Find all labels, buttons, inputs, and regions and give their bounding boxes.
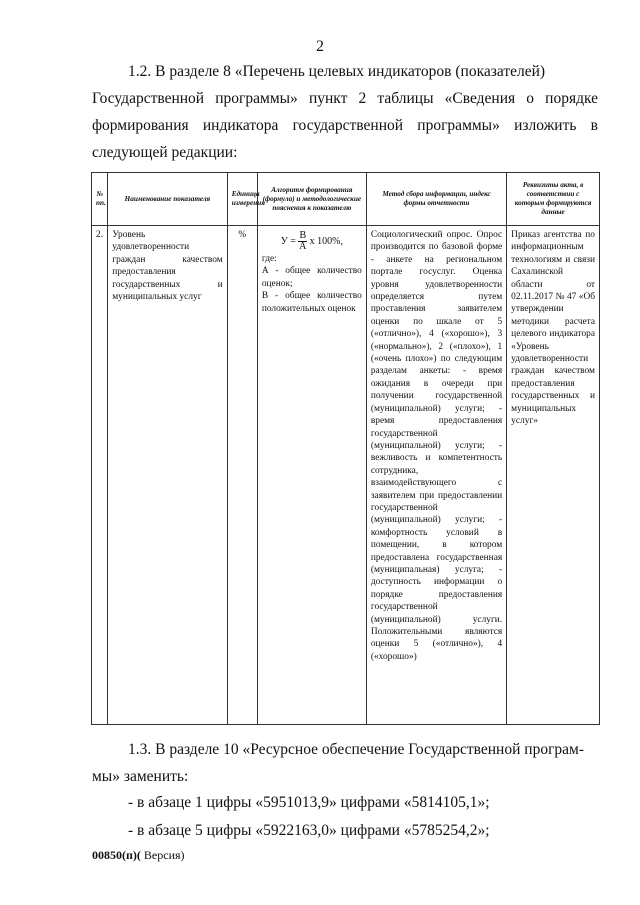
header-unit: Единица измерения <box>227 173 257 226</box>
cell-requisites: Приказ агентства по информационным технологиям и связи Сахалинской области от 02.11.2017 № 47 «Об утверждении методики расчета целевого индикатора «Уровень удовлетворенности граждан качеством предоставления государственных и муниципальных услуг» <box>507 226 600 725</box>
header-algorithm: Алгоритм формирования (формула) и методологические пояснения к показателю <box>257 173 366 226</box>
formula-fraction <box>298 231 307 252</box>
definition-a: А - общее количество оценок; <box>261 266 362 289</box>
formula-rhs: х 100%, <box>309 235 343 247</box>
header-number: № пп. <box>92 173 108 226</box>
header-method: Метод сбора информации, индекс формы отчетности <box>366 173 506 226</box>
list-item: - в абзаце 1 цифры «5951013,9» цифрами «5814105,1»; <box>128 794 490 811</box>
paragraph-1-3-text: мы» заменить: <box>92 768 189 785</box>
table-header-row <box>92 173 600 226</box>
formula <box>262 231 362 252</box>
paragraph-1-2-first-line: 1.2. В разделе 8 «Перечень целевых индикаторов (показателей) <box>128 63 546 80</box>
definition-b: В - общее количество положительных оценок <box>261 291 362 314</box>
formula-numerator: В <box>299 230 307 241</box>
cell-indicator-name: Уровень удовлетворенности граждан качеством предоставления государственных и муниципальных услуг <box>108 226 227 725</box>
paragraph-1-3 <box>92 736 598 790</box>
table-row <box>92 226 600 725</box>
paragraph-1-3-first-line: 1.3. В разделе 10 «Ресурсное обеспечение Государственной програм- <box>128 741 585 758</box>
header-requisites: Реквизиты акта, в соответствии с которым формируются данные <box>507 173 600 226</box>
document-code-number: 00850(п)( <box>92 848 141 862</box>
list-item: - в абзаце 5 цифры «5922163,0» цифрами «5785254,2»; <box>128 822 490 839</box>
document-version: Версия) <box>140 848 185 862</box>
cell-algorithm <box>257 226 366 725</box>
formula-lhs: У = <box>280 235 296 247</box>
page-number: 2 <box>316 38 324 55</box>
paragraph-1-2 <box>92 58 598 166</box>
cell-number: 2. <box>92 226 108 725</box>
cell-method: Социологический опрос. Опрос производится по базовой форме - анкете на региональном портале госуслуг. Оценка уровня удовлетворенности определяется путем проставления заявителем оценки по шкале от 5 («отлично»), 4 («хорошо»), 3 («нормально»), 2 («плохо»), 1 («очень плохо») по следующим разделам анкеты: - время ожидания в очереди при получении государственной (муниципальной) услуги; - время предоставления государственной (муниципальной) услуги; - вежливость и компетентность сотрудника, взаимодействующего с заявителем при предоставлении государственной (муниципальной) услуги; - комфортность условий в помещении, в котором предоставлена государственная (муниципальная) услуга; - доступность информации о порядке предоставления государственной (муниципальной) услуги. Положительными являются оценки 5 («отлично»), 4 («хорошо») <box>366 226 506 725</box>
indicator-table <box>91 172 600 725</box>
document-code <box>92 848 185 863</box>
formula-denominator: А <box>299 241 307 252</box>
header-indicator-name: Наименование показателя <box>108 173 227 226</box>
formula-where: где: <box>261 254 277 264</box>
cell-unit: % <box>227 226 257 725</box>
paragraph-1-2-text: Государственной программы» пункт 2 таблицы «Сведения о порядке формирования индикатора государственной программы» изложить в следующей редакции: <box>92 90 598 161</box>
